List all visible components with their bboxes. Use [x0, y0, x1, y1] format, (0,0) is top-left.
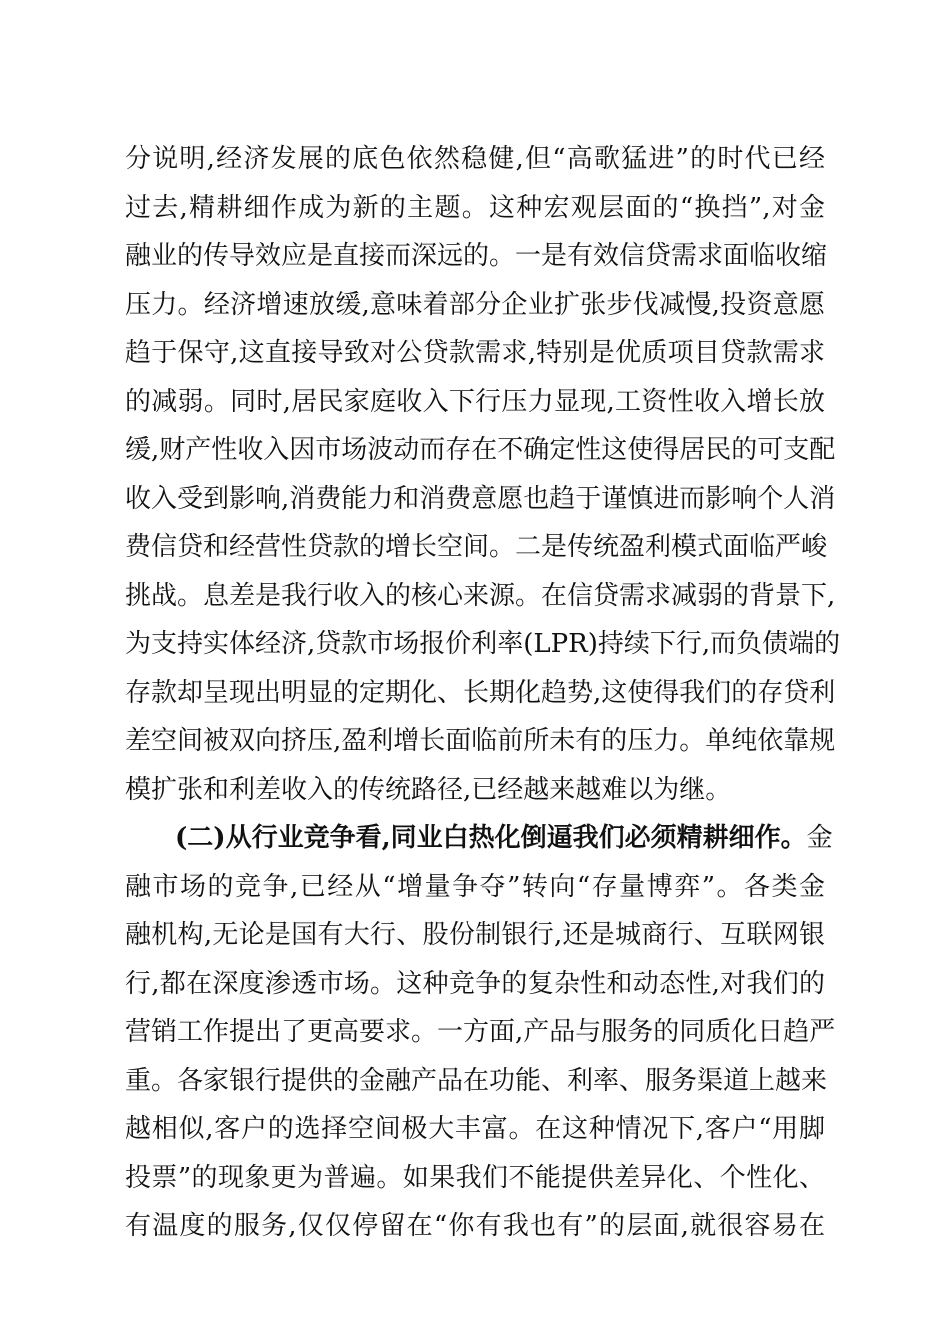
paragraph-line: 越相似,客户的选择空间极大丰富。在这种情况下,客户“用脚	[125, 1114, 825, 1144]
paragraph-line: 重。各家银行提供的金融产品在功能、利率、服务渠道上越来	[125, 1066, 828, 1096]
paragraph-line: 融业的传导效应是直接而深远的。一是有效信贷需求面临收缩	[125, 241, 828, 271]
paragraph-line: 投票”的现象更为普遍。如果我们不能提供差异化、个性化、	[125, 1163, 825, 1193]
paragraph-line: 为支持实体经济,贷款市场报价利率(LPR)持续下行,而负债端的	[125, 629, 841, 659]
paragraph-line: 挑战。息差是我行收入的核心来源。在信贷需求减弱的背景下,	[125, 581, 836, 611]
paragraph-line-last: 模扩张和利差收入的传统路径,已经越来越难以为继。	[125, 775, 732, 805]
paragraph-line: 缓,财产性收入因市场波动而存在不确定性这使得居民的可支配	[125, 435, 836, 465]
paragraph-line: 趋于保守,这直接导致对公贷款需求,特别是优质项目贷款需求	[125, 338, 825, 368]
paragraph-line: 营销工作提出了更高要求。一方面,产品与服务的同质化日趋严	[125, 1017, 836, 1047]
paragraph-line: 收入受到影响,消费能力和消费意愿也趋于谨慎进而影响个人消	[125, 484, 836, 514]
paragraph-line: 融机构,无论是国有大行、股份制银行,还是城商行、互联网银	[125, 920, 825, 950]
paragraph-line: 压力。经济增速放缓,意味着部分企业扩张步伐减慢,投资意愿	[125, 290, 825, 320]
section-heading-line	[175, 818, 833, 858]
section-heading-tail: 金	[806, 823, 833, 853]
paragraph-line: 分说明,经济发展的底色依然稳健,但“高歌猛进”的时代已经	[125, 144, 825, 174]
section-heading: (二)从行业竞争看,同业白热化倒逼我们必须精耕细作。	[175, 823, 807, 853]
paragraph-line: 存款却呈现出明显的定期化、长期化趋势,这使得我们的存贷利	[125, 678, 836, 708]
paragraph-line: 差空间被双向挤压,盈利增长面临前所未有的压力。单纯依靠规	[125, 726, 836, 756]
paragraph-line: 的减弱。同时,居民家庭收入下行压力显现,工资性收入增长放	[125, 387, 825, 417]
paragraph-line: 费信贷和经营性贷款的增长空间。二是传统盈利模式面临严峻	[125, 532, 828, 562]
paragraph-line: 过去,精耕细作成为新的主题。这种宏观层面的“换挡”,对金	[125, 193, 825, 223]
paragraph-line: 融市场的竞争,已经从“增量争夺”转向“存量博弈”。各类金	[125, 872, 825, 902]
paragraph-line: 有温度的服务,仅仅停留在“你有我也有”的层面,就很容易在	[125, 1211, 825, 1241]
paragraph-line: 行,都在深度渗透市场。这种竞争的复杂性和动态性,对我们的	[125, 969, 825, 999]
